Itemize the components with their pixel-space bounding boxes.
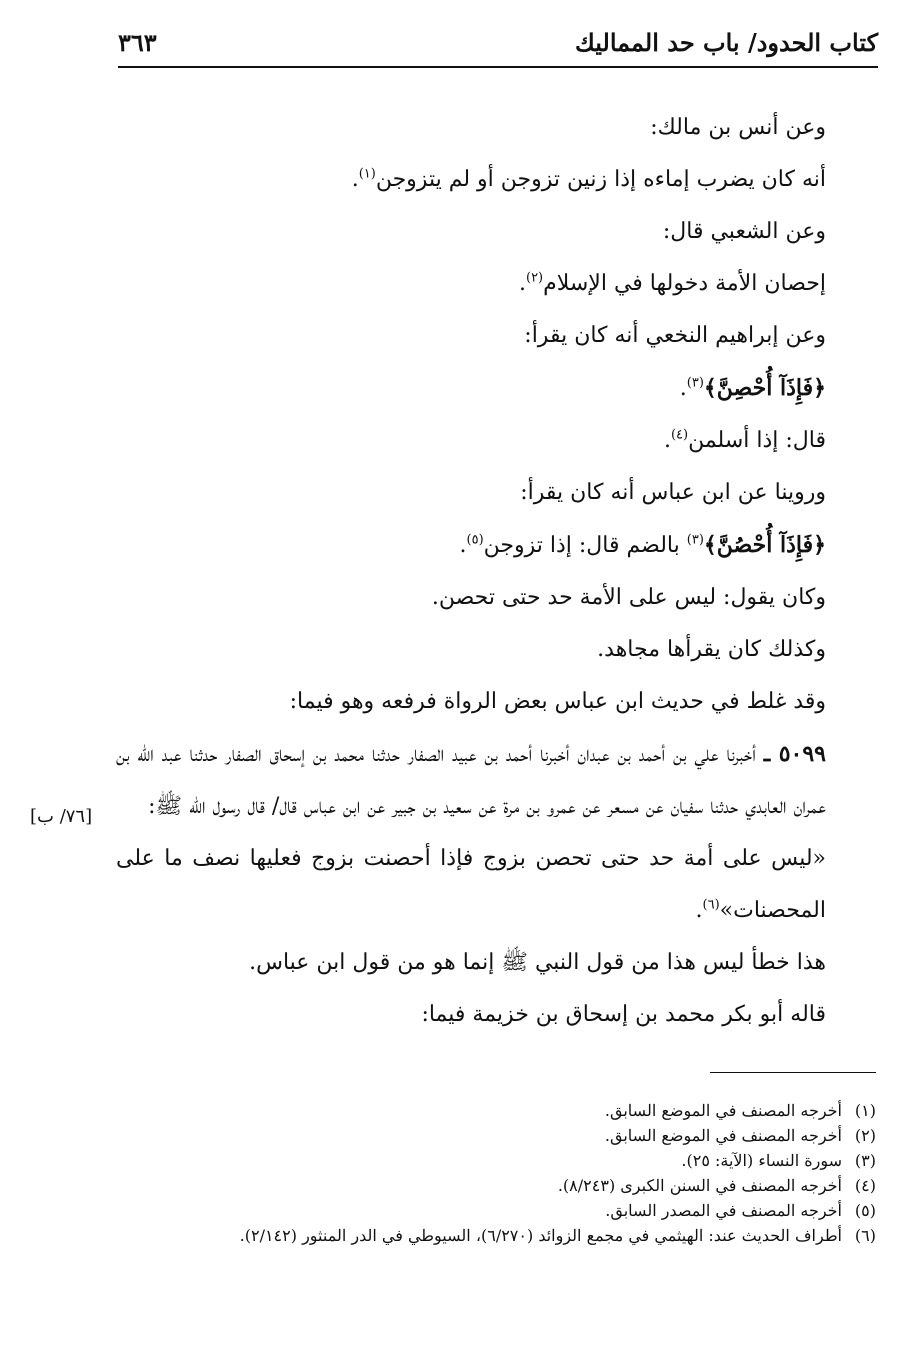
punctuation: . [663, 428, 671, 453]
text-line: هذا خطأ ليس هذا من قول النبي ﷺ إنما هو من قول ابن عباس. [249, 950, 826, 975]
footnote-text: أخرجه المصنف في الموضع السابق. [604, 1101, 842, 1120]
footnote [96, 1198, 876, 1223]
paragraph [116, 102, 876, 154]
hadith-matn [116, 833, 876, 937]
paragraph [116, 989, 876, 1041]
footnote-ref: (٥) [466, 532, 484, 548]
quran-verse: ﴿فَإِذَآ أُحْصُنَّ﴾ [703, 532, 826, 558]
main-text [116, 102, 876, 1041]
footnote-text: أخرجه المصنف في السنن الكبرى (٨/٢٤٣). [557, 1176, 842, 1195]
quran-verse: ﴿فَإِذَآ أُحْصِنَّ﴾ [703, 375, 826, 401]
footnote-text: سورة النساء (الآية: ٢٥). [681, 1151, 842, 1170]
paragraph [116, 206, 876, 258]
text-line: قاله أبو بكر محمد بن إسحاق بن خزيمة فيما: [421, 1002, 826, 1027]
paragraph [116, 467, 876, 519]
footnote-number: (٥) [854, 1201, 876, 1220]
footnote [96, 1173, 876, 1198]
paragraph [116, 310, 876, 362]
text-line: وعن أنس بن مالك: [650, 115, 826, 140]
footnote-text: أخرجه المصنف في الموضع السابق. [604, 1126, 842, 1145]
footnote [96, 1123, 876, 1148]
footnote-ref: (٤) [670, 427, 689, 443]
footnote-rule [710, 1072, 876, 1073]
paragraph [116, 572, 876, 624]
footnote-ref: (١) [358, 166, 376, 182]
footnote-ref: (٢) [525, 270, 544, 286]
page-number: ٣٦٣ [118, 28, 157, 57]
footnote-text: أخرجه المصنف في المصدر السابق. [605, 1201, 842, 1220]
punctuation: . [459, 533, 467, 558]
footnote [96, 1223, 876, 1248]
paragraph [116, 676, 876, 728]
running-header-title: كتاب الحدود/ باب حد المماليك [575, 28, 878, 57]
paragraph [116, 258, 876, 310]
text-line: وكذلك كان يقرأها مجاهد. [597, 637, 826, 662]
folio-marker: [٧٦/ ب] [30, 806, 93, 827]
text-line: وعن إبراهيم النخعي أنه كان يقرأ: [524, 323, 826, 348]
footnote-number: (٢) [854, 1126, 876, 1145]
punctuation: . [679, 376, 687, 401]
footnotes [96, 1098, 876, 1248]
text-line: وكان يقول: ليس على الأمة حد حتى تحصن. [431, 585, 826, 610]
punctuation: . [695, 898, 703, 923]
footnote-ref: (٦) [702, 897, 720, 913]
quran-verse-line [116, 362, 876, 415]
hadith-text: «ليس على أمة حد حتى تحصن بزوج فإذا أحصنت بزوج فعليها نصف ما على المحصنات» [116, 846, 826, 923]
footnote-text: أطراف الحديث عند: الهيثمي في مجمع الزوائد (٦/٢٧٠)، السيوطي في الدر المنثور (٢/١٤٢). [239, 1226, 842, 1245]
punctuation: . [351, 167, 359, 192]
footnote-ref: (٣) [686, 532, 704, 548]
text-line: أنه كان يضرب إماءه إذا زنين تزوجن أو لم يتزوجن [375, 167, 826, 192]
punctuation: . [518, 271, 526, 296]
footnote-number: (٣) [854, 1151, 876, 1170]
footnote-ref: (٣) [686, 375, 704, 391]
hadith-number: ٥٠٩٩ ـ [763, 741, 826, 767]
text-line: قال: إذا أسلمن [688, 428, 826, 453]
text-line: بالضم قال: إذا تزوجن [483, 533, 687, 558]
isnad-text: أخبرنا علي بن أحمد بن عبدان أخبرنا أحمد بن عبيد الصفار حدثنا محمد بن إسحاق الصفار حدثنا عبد الله بن عمران العابدي حدثنا سفيان عن مسعر عن عمرو بن مرة عن سعيد بن جبير عن ابن عباس قال/ قال رسول الله ﷺ: [116, 742, 826, 819]
footnote [96, 1148, 876, 1173]
quran-verse-line [116, 519, 876, 572]
footnote-number: (١) [854, 1101, 876, 1120]
header-rule [118, 66, 878, 68]
text-line: وعن الشعبي قال: [662, 219, 826, 244]
text-line: وقد غلط في حديث ابن عباس بعض الرواة فرفعه وهو فيما: [289, 689, 826, 714]
footnote-number: (٦) [854, 1226, 876, 1245]
paragraph [116, 415, 876, 467]
footnote-number: (٤) [854, 1176, 876, 1195]
text-line: وروينا عن ابن عباس أنه كان يقرأ: [520, 480, 826, 505]
paragraph [116, 937, 876, 989]
hadith-isnad [116, 728, 876, 833]
paragraph [116, 624, 876, 676]
footnote [96, 1098, 876, 1123]
paragraph [116, 154, 876, 206]
text-line: إحصان الأمة دخولها في الإسلام [543, 271, 826, 296]
